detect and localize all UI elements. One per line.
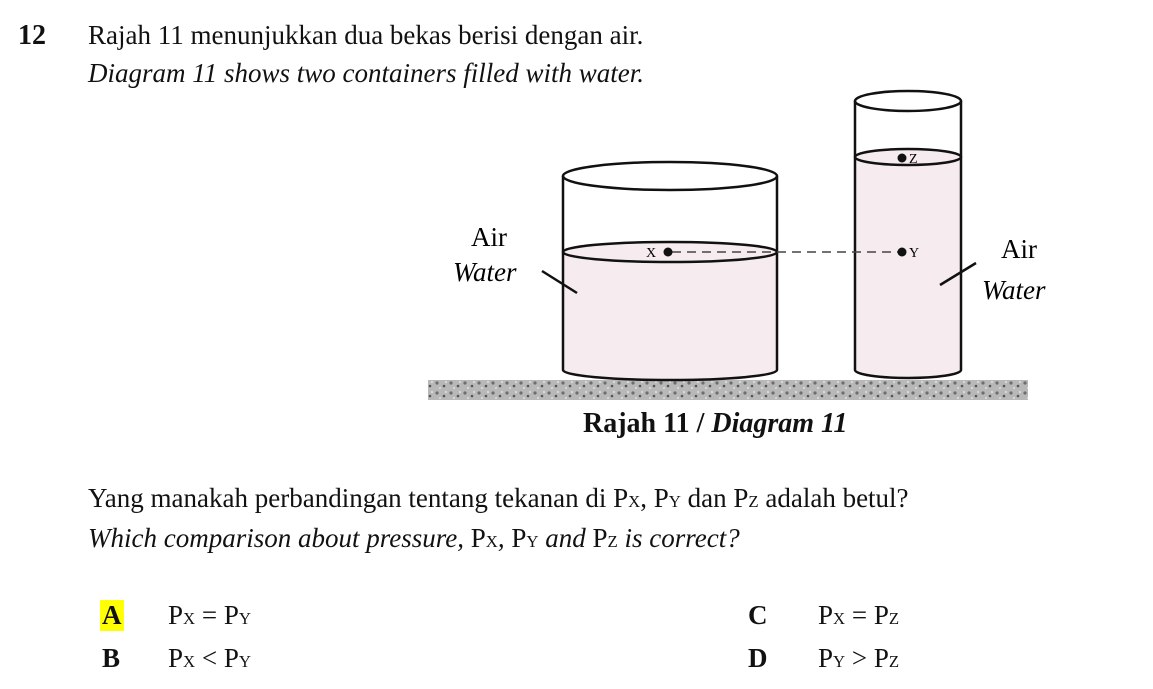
option-a-right-sub: Y — [238, 609, 251, 628]
left-label-malay: Air — [471, 222, 507, 252]
pressure-x — [613, 483, 640, 513]
prompt-malay-end: adalah betul? — [758, 483, 909, 513]
option-b-operator: < — [195, 643, 224, 673]
caption-english: Diagram 11 — [711, 408, 848, 439]
subscript-y: Y — [668, 492, 681, 511]
pressure-x — [471, 523, 498, 553]
wide-container — [563, 162, 777, 380]
comma: , — [497, 523, 512, 553]
point-z-label: Z — [909, 152, 918, 167]
option-d-letter[interactable]: D — [748, 643, 768, 673]
conjunction-and: and — [538, 523, 593, 553]
conjunction-dan: dan — [680, 483, 734, 513]
option-a-letter[interactable]: A — [102, 600, 122, 630]
option-b-text[interactable] — [168, 643, 251, 674]
tall-container-water-surface — [855, 149, 961, 165]
option-a-left-sub: X — [183, 609, 196, 628]
p-symbol: P — [818, 600, 834, 630]
option-c-letter[interactable]: C — [748, 600, 768, 630]
option-c-right-sub: Z — [888, 609, 900, 628]
pressure-z — [592, 523, 617, 553]
tall-container-water — [855, 149, 961, 378]
prompt-english-end: is correct? — [617, 523, 740, 553]
p-symbol: P — [613, 483, 629, 513]
p-symbol: P — [873, 643, 889, 673]
option-d-operator: > — [845, 643, 874, 673]
wide-container-rim — [563, 162, 777, 190]
right-label-malay: Air — [1001, 234, 1037, 264]
question-number: 12 — [18, 20, 46, 51]
tall-container-rim — [855, 91, 961, 111]
option-b-letter[interactable]: B — [102, 643, 121, 673]
option-a-text[interactable] — [168, 600, 251, 631]
point-x-label: X — [646, 246, 657, 261]
option-d-text[interactable] — [818, 643, 899, 674]
right-label-english: Water — [982, 275, 1046, 305]
prompt-english — [88, 523, 740, 554]
question-text-malay: Rajah 11 menunjukkan dua bekas berisi dengan air. — [88, 20, 644, 50]
p-symbol: P — [592, 523, 608, 553]
subscript-z: Z — [748, 492, 759, 511]
p-symbol: P — [511, 523, 527, 553]
pressure-y — [511, 523, 538, 553]
p-symbol: P — [223, 600, 239, 630]
subscript-x: X — [485, 532, 498, 551]
point-y-dot — [898, 248, 907, 257]
tall-container — [855, 91, 961, 378]
prompt-malay-start: Yang manakah perbandingan tentang tekanan di — [88, 483, 614, 513]
prompt-malay — [88, 483, 909, 514]
p-symbol: P — [223, 643, 239, 673]
point-z-dot — [898, 154, 907, 163]
option-b-right-sub: Y — [238, 652, 251, 671]
pressure-y — [654, 483, 681, 513]
subscript-x: X — [628, 492, 641, 511]
ground-strip — [428, 380, 1028, 400]
p-symbol: P — [873, 600, 889, 630]
left-label-english: Water — [453, 257, 517, 287]
p-symbol: P — [818, 643, 834, 673]
point-x-dot — [664, 248, 673, 257]
p-symbol: P — [733, 483, 749, 513]
pressure-z — [733, 483, 758, 513]
option-a-operator: = — [195, 600, 224, 630]
option-d-left-sub: Y — [833, 652, 846, 671]
subscript-z: Z — [607, 532, 618, 551]
p-symbol: P — [470, 523, 486, 553]
p-symbol: P — [653, 483, 669, 513]
option-c-left-sub: X — [833, 609, 846, 628]
option-b-left-sub: X — [183, 652, 196, 671]
subscript-y: Y — [526, 532, 539, 551]
question-text-english: Diagram 11 shows two containers filled with water. — [88, 58, 645, 88]
p-symbol: P — [168, 600, 184, 630]
option-c-operator: = — [845, 600, 874, 630]
option-c-text[interactable] — [818, 600, 899, 631]
caption-malay: Rajah 11 — [583, 408, 690, 439]
caption-separator: / — [689, 408, 712, 439]
point-y-label: Y — [909, 246, 920, 261]
option-d-right-sub: Z — [888, 652, 900, 671]
prompt-english-start: Which comparison about pressure, — [88, 523, 471, 553]
p-symbol: P — [168, 643, 184, 673]
diagram-caption — [583, 408, 848, 440]
comma: , — [640, 483, 654, 513]
